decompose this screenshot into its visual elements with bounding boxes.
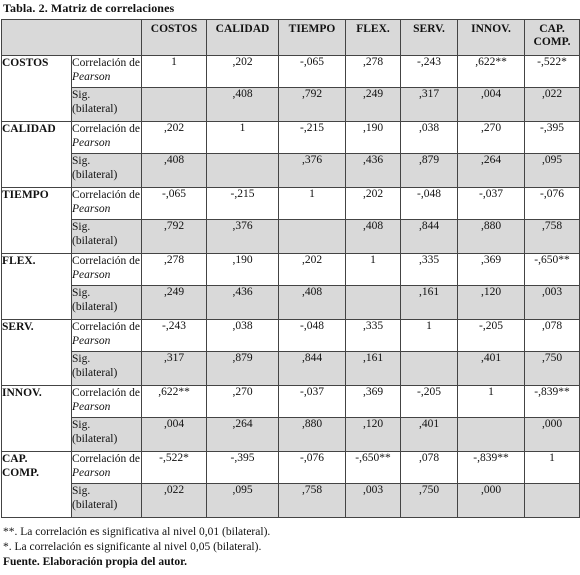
significance-value: ,436 [207, 286, 279, 320]
significance-value: ,249 [346, 88, 401, 122]
corner-cell [2, 20, 142, 56]
column-header: CALIDAD [207, 20, 279, 56]
significance-value: ,000 [458, 484, 525, 518]
pearson-label [72, 452, 142, 484]
table-notes [3, 525, 270, 570]
significance-value: ,880 [458, 220, 525, 254]
significance-value: ,758 [279, 484, 346, 518]
table-row [2, 452, 580, 484]
significance-value: ,000 [525, 418, 580, 452]
correlation-value: -,065 [279, 56, 346, 88]
correlation-value: ,278 [346, 56, 401, 88]
significance-value: ,401 [458, 352, 525, 386]
correlation-value: -,076 [525, 188, 580, 220]
column-header: SERV. [401, 20, 458, 56]
significance-label: Sig. (bilateral) [72, 418, 142, 452]
significance-value [525, 484, 580, 518]
pearson-label [72, 320, 142, 352]
significance-value: ,004 [458, 88, 525, 122]
correlation-value: -,048 [401, 188, 458, 220]
correlation-value: -,076 [279, 452, 346, 484]
correlation-value: 1 [458, 386, 525, 418]
significance-label: Sig. (bilateral) [72, 220, 142, 254]
significance-label: Sig. (bilateral) [72, 286, 142, 320]
correlation-value: ,202 [346, 188, 401, 220]
pearson-label-text: Correlación de [72, 255, 141, 267]
correlation-value: 1 [142, 56, 207, 88]
pearson-label-italic: Pearson [72, 467, 111, 479]
significance-value: ,880 [279, 418, 346, 452]
pearson-label-text: Correlación de [72, 57, 141, 69]
correlation-value: -,205 [401, 386, 458, 418]
significance-value: ,264 [207, 418, 279, 452]
pearson-label [72, 254, 142, 286]
table-row [2, 286, 580, 320]
column-header: INNOV. [458, 20, 525, 56]
significance-value: ,758 [525, 220, 580, 254]
correlation-value: -,243 [401, 56, 458, 88]
pearson-label-text: Correlación de [72, 321, 141, 333]
table-row [2, 254, 580, 286]
significance-value [279, 220, 346, 254]
correlation-value: 1 [525, 452, 580, 484]
table-row [2, 88, 580, 122]
correlation-value: ,078 [525, 320, 580, 352]
correlation-value: -,522* [142, 452, 207, 484]
significance-value: ,879 [401, 154, 458, 188]
table-row [2, 386, 580, 418]
significance-value: ,750 [525, 352, 580, 386]
table-row [2, 418, 580, 452]
variable-label: FLEX. [2, 254, 72, 320]
correlation-value: ,369 [346, 386, 401, 418]
correlation-value: -,522* [525, 56, 580, 88]
significance-value: ,844 [401, 220, 458, 254]
significance-value: ,376 [207, 220, 279, 254]
significance-value: ,792 [279, 88, 346, 122]
correlation-value: -,650** [346, 452, 401, 484]
significance-label: Sig. (bilateral) [72, 484, 142, 518]
table-row [2, 484, 580, 518]
correlation-value: -,037 [458, 188, 525, 220]
correlation-value: ,202 [142, 122, 207, 154]
significance-value: ,249 [142, 286, 207, 320]
significance-value: ,095 [207, 484, 279, 518]
pearson-label-text: Correlación de [72, 453, 141, 465]
column-header: COSTOS [142, 20, 207, 56]
pearson-label-italic: Pearson [72, 137, 111, 149]
significance-value: ,264 [458, 154, 525, 188]
variable-label: TIEMPO [2, 188, 72, 254]
significance-value: ,120 [346, 418, 401, 452]
correlation-value: 1 [279, 188, 346, 220]
variable-label: COSTOS [2, 56, 72, 122]
correlation-table [1, 19, 580, 518]
table-caption: Tabla. 2. Matriz de correlaciones [3, 1, 175, 15]
note-significance-001: **. La correlación es significativa al nivel 0,01 (bilateral). [3, 526, 271, 538]
correlation-value: ,038 [207, 320, 279, 352]
column-header: CAP. COMP. [525, 20, 580, 56]
correlation-value: -,243 [142, 320, 207, 352]
table-row [2, 220, 580, 254]
significance-value: ,022 [525, 88, 580, 122]
correlation-value: ,369 [458, 254, 525, 286]
significance-value: ,879 [207, 352, 279, 386]
significance-value: ,095 [525, 154, 580, 188]
significance-value: ,408 [346, 220, 401, 254]
significance-value: ,120 [458, 286, 525, 320]
significance-value: ,004 [142, 418, 207, 452]
correlation-value: -,395 [525, 122, 580, 154]
table-row [2, 188, 580, 220]
pearson-label [72, 122, 142, 154]
pearson-label [72, 386, 142, 418]
correlation-value: ,270 [458, 122, 525, 154]
variable-label: SERV. [2, 320, 72, 386]
pearson-label [72, 56, 142, 88]
variable-label: CALIDAD [2, 122, 72, 188]
pearson-label [72, 188, 142, 220]
significance-value: ,161 [401, 286, 458, 320]
significance-value: ,408 [207, 88, 279, 122]
table-row [2, 56, 580, 88]
table-row [2, 320, 580, 352]
significance-value: ,317 [142, 352, 207, 386]
pearson-label-italic: Pearson [72, 203, 111, 215]
significance-value: ,003 [346, 484, 401, 518]
pearson-label-italic: Pearson [72, 335, 111, 347]
significance-label: Sig. (bilateral) [72, 88, 142, 122]
significance-value: ,003 [525, 286, 580, 320]
header-row [2, 20, 580, 56]
variable-label: INNOV. [2, 386, 72, 452]
correlation-value: ,202 [279, 254, 346, 286]
table-row [2, 352, 580, 386]
significance-value: ,436 [346, 154, 401, 188]
table-row [2, 122, 580, 154]
column-header: FLEX. [346, 20, 401, 56]
significance-value: ,844 [279, 352, 346, 386]
significance-value: ,317 [401, 88, 458, 122]
pearson-label-text: Correlación de [72, 387, 141, 399]
significance-value: ,022 [142, 484, 207, 518]
significance-value: ,408 [279, 286, 346, 320]
correlation-value: ,190 [207, 254, 279, 286]
correlation-value: ,622** [458, 56, 525, 88]
correlation-value: -,395 [207, 452, 279, 484]
correlation-value: ,038 [401, 122, 458, 154]
correlation-value: ,190 [346, 122, 401, 154]
note-significance-005: *. La correlación es significante al nivel 0,05 (bilateral). [3, 541, 262, 553]
pearson-label-italic: Pearson [72, 71, 111, 83]
correlation-value: -,037 [279, 386, 346, 418]
correlation-value: ,278 [142, 254, 207, 286]
significance-value [142, 88, 207, 122]
correlation-value: 1 [346, 254, 401, 286]
significance-value: ,792 [142, 220, 207, 254]
significance-value: ,161 [346, 352, 401, 386]
correlation-value: ,622** [142, 386, 207, 418]
correlation-value: 1 [401, 320, 458, 352]
significance-value [346, 286, 401, 320]
significance-value: ,401 [401, 418, 458, 452]
table-row [2, 154, 580, 188]
correlation-value: -,048 [279, 320, 346, 352]
significance-value [458, 418, 525, 452]
variable-label: CAP. COMP. [2, 452, 72, 518]
significance-value: ,408 [142, 154, 207, 188]
correlation-value: -,650** [525, 254, 580, 286]
correlation-value: -,065 [142, 188, 207, 220]
correlation-value: ,202 [207, 56, 279, 88]
correlation-value: ,335 [346, 320, 401, 352]
correlation-value: -,215 [207, 188, 279, 220]
pearson-label-text: Correlación de [72, 189, 141, 201]
pearson-label-italic: Pearson [72, 269, 111, 281]
correlation-value: -,205 [458, 320, 525, 352]
significance-value: ,750 [401, 484, 458, 518]
correlation-value: -,839** [458, 452, 525, 484]
correlation-value: ,335 [401, 254, 458, 286]
correlation-value: -,215 [279, 122, 346, 154]
significance-value [207, 154, 279, 188]
significance-label: Sig. (bilateral) [72, 154, 142, 188]
significance-label: Sig. (bilateral) [72, 352, 142, 386]
significance-value [401, 352, 458, 386]
column-header: TIEMPO [279, 20, 346, 56]
correlation-value: ,078 [401, 452, 458, 484]
significance-value: ,376 [279, 154, 346, 188]
source-note: Fuente. Elaboración propia del autor. [3, 556, 188, 568]
correlation-value: 1 [207, 122, 279, 154]
pearson-label-italic: Pearson [72, 401, 111, 413]
pearson-label-text: Correlación de [72, 123, 141, 135]
correlation-value: -,839** [525, 386, 580, 418]
correlation-value: ,270 [207, 386, 279, 418]
